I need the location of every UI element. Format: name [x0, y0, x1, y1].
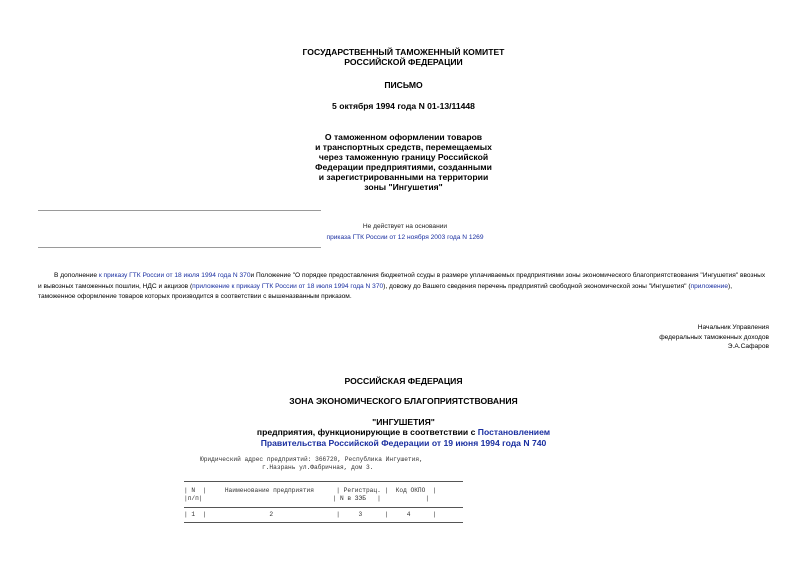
- signature-line: Начальник Управления: [697, 324, 769, 331]
- body-paragraph: [38, 271, 770, 303]
- appendix-title-country: РОССИЙСКАЯ ФЕДЕРАЦИЯ: [344, 376, 463, 386]
- subject-line: через таможенную границу Российской: [318, 152, 489, 162]
- signature-block: [659, 323, 769, 352]
- body-text: ), довожу до Вашего сведения перечень предприятий свободной экономической зоны "Ингушетия" (: [383, 282, 691, 290]
- table-top-border: [184, 481, 463, 482]
- org-name-line1: ГОСУДАРСТВЕННЫЙ ТАМОЖЕННЫЙ КОМИТЕТ: [302, 47, 505, 57]
- body-text: В дополнение: [54, 272, 99, 279]
- table-divider: [184, 507, 463, 508]
- subject-line: зоны "Ингушетия": [364, 182, 443, 192]
- status-note-link[interactable]: приказа ГТК России от 12 ноября 2003 года N 1269: [326, 234, 484, 241]
- subject-line: Федерации предприятиями, созданными: [315, 162, 492, 172]
- signature-name: Э.А.Сафаров: [727, 343, 769, 350]
- doc-subject: [0, 132, 807, 192]
- table-header-row: | N | Наименование предприятия | Регистрац. | Код ОКПО |: [184, 487, 437, 494]
- signature-line: федеральных таможенных доходов: [659, 333, 769, 341]
- subject-line: и зарегистрированными на территории: [318, 172, 489, 182]
- table-column-numbers-row: | 1 | 2 | 3 | 4 |: [184, 511, 437, 518]
- appendix-link[interactable]: приложение: [690, 282, 729, 290]
- order-370-link[interactable]: к приказу ГТК России от 18 июля 1994 года N 370: [98, 272, 251, 279]
- body-text: ), таможенное оформление товаров которых производится в соответствии с вышеназванным приказом.: [38, 282, 733, 300]
- appendix-subtitle-text: предприятия, функционирующие в соответствии с: [256, 427, 478, 437]
- decree-link[interactable]: Постановлением: [477, 427, 551, 437]
- status-note-text: Не действует на основании: [362, 223, 448, 230]
- divider: [38, 210, 321, 211]
- decree-link-line2[interactable]: Правительства Российской Федерации от 19 июня 1994 года N 740: [260, 438, 547, 448]
- address-line1: Юридический адрес предприятий: 366720, Республика Ингушетия,: [200, 456, 423, 463]
- subject-line: и транспортных средств, перемещаемых: [315, 142, 492, 152]
- subject-line: О таможенном оформлении товаров: [324, 132, 483, 142]
- table-divider: [184, 522, 463, 523]
- doc-type: ПИСЬМО: [384, 80, 423, 90]
- doc-date-number: 5 октября 1994 года N 01-13/11448: [332, 101, 475, 111]
- appendix-title-name: "ИНГУШЕТИЯ": [372, 417, 435, 427]
- body-text: и Положение "О порядке предоставления бюджетной ссуды в размере уплачиваемых предприятиями зоны экономического благоприятствования "Ингушетия" ввозных и вывозных таможенных пошлин, НДС и акцизов (: [38, 272, 766, 290]
- appendix-subtitle-line1: [0, 427, 807, 437]
- table-header-row: |п/п| | N в ЗЭБ | |: [184, 495, 430, 502]
- appendix-title-zone: ЗОНА ЭКОНОМИЧЕСКОГО БЛАГОПРИЯТСТВОВАНИЯ: [289, 396, 518, 406]
- order-370-appendix-link[interactable]: приложение к приказу ГТК России от 18 июля 1994 года N 370: [192, 282, 384, 290]
- address-line2: г.Назрань ул.Фабричная, дом 3.: [262, 464, 374, 471]
- divider: [38, 247, 321, 248]
- org-name-line2: РОССИЙСКОЙ ФЕДЕРАЦИИ: [344, 57, 463, 67]
